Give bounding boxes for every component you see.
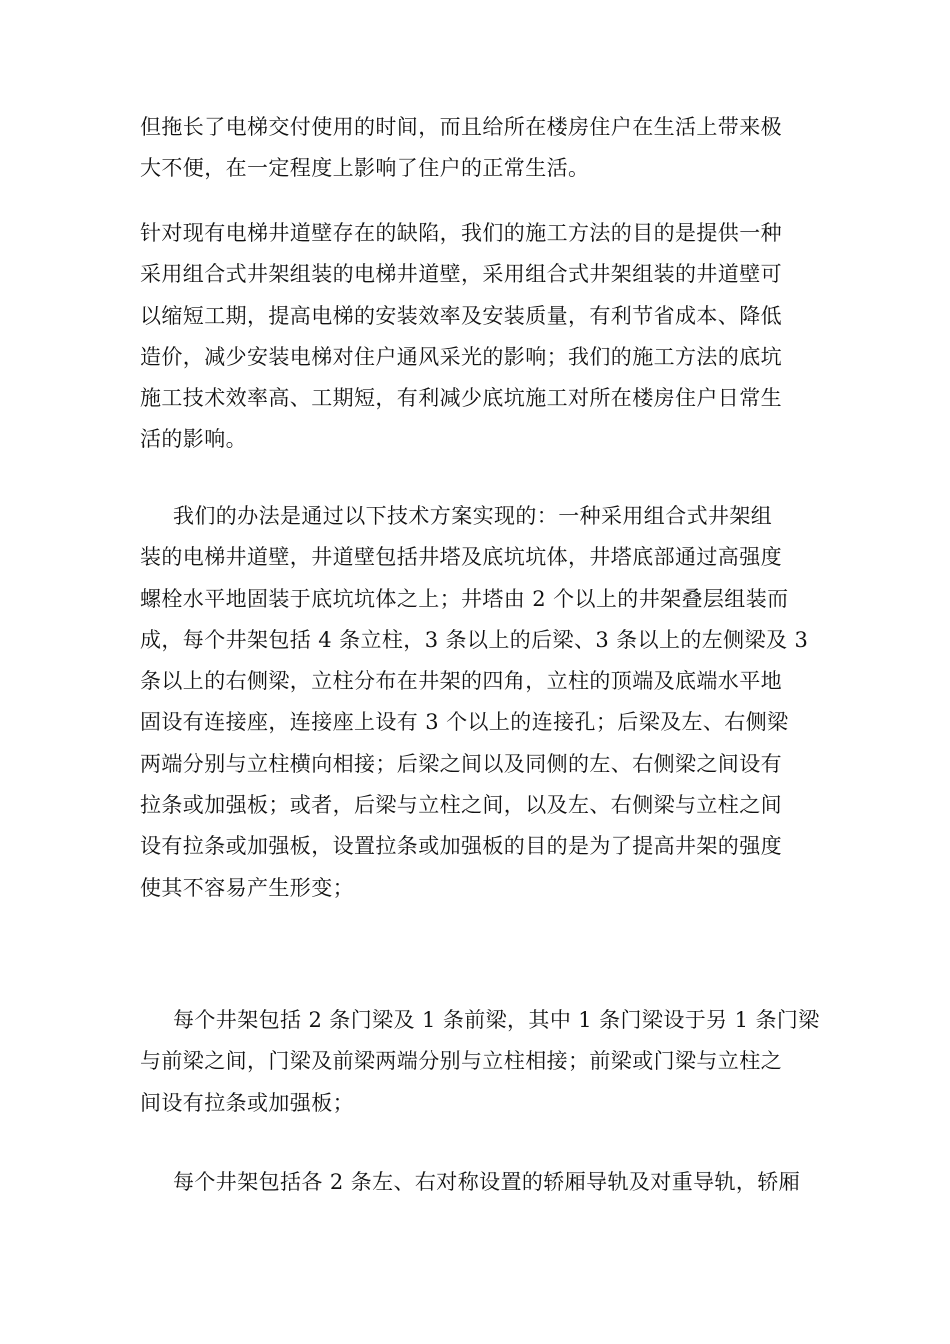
text-line: 但拖长了电梯交付使用的时间，而且给所在楼房住户在生活上带来极: [140, 115, 782, 139]
text-line: 每个井架包括各 2 条左、右对称设置的轿厢导轨及对重导轨，轿厢: [173, 1170, 801, 1194]
text-line: 造价，减少安装电梯对住户通风采光的影响；我们的施工方法的底坑: [140, 344, 782, 369]
text-line: 固设有连接座，连接座上设有 3 个以上的连接孔；后梁及左、右侧梁: [140, 710, 789, 735]
paragraph-purpose: [140, 213, 820, 461]
text-line: 针对现有电梯井道壁存在的缺陷，我们的施工方法的目的是提供一种: [140, 221, 782, 245]
paragraph-continuation: [140, 107, 820, 190]
text-line: 采用组合式井架组装的电梯井道壁，采用组合式井架组装的井道壁可: [140, 262, 782, 287]
text-line: 我们的办法是通过以下技术方案实现的：一种采用组合式井架组: [173, 504, 773, 528]
text-line: 设有拉条或加强板，设置拉条或加强板的目的是为了提高井架的强度: [140, 834, 782, 859]
text-line: 使其不容易产生形变；: [140, 875, 354, 900]
paragraph-guide-rails: [140, 1162, 820, 1203]
text-line: 装的电梯井道壁，井道壁包括井塔及底坑坑体，井塔底部通过高强度: [140, 545, 782, 570]
text-line: 以缩短工期，提高电梯的安装效率及安装质量，有利节省成本、降低: [140, 303, 782, 328]
text-line: 螺栓水平地固装于底坑坑体之上；井塔由 2 个以上的井架叠层组装而: [140, 586, 789, 611]
paragraph-technical-solution: [140, 496, 820, 909]
text-line: 两端分别与立柱横向相接；后梁之间以及同侧的左、右侧梁之间设有: [140, 751, 782, 776]
text-line: 活的影响。: [140, 427, 247, 452]
text-line: 拉条或加强板；或者，后梁与立柱之间，以及左、右侧梁与立柱之间: [140, 793, 782, 818]
paragraph-door-beams: [140, 1000, 820, 1124]
text-line: 条以上的右侧梁，立柱分布在井架的四角，立柱的顶端及底端水平地: [140, 669, 782, 694]
text-line: 成，每个井架包括 4 条立柱，3 条以上的后梁、3 条以上的左侧梁及 3: [140, 627, 809, 652]
text-line: 大不便，在一定程度上影响了住户的正常生活。: [140, 156, 590, 181]
text-line: 每个井架包括 2 条门梁及 1 条前梁，其中 1 条门梁设于另 1 条门梁: [173, 1008, 820, 1032]
text-line: 间设有拉条或加强板；: [140, 1090, 354, 1115]
text-line: 施工技术效率高、工期短，有利减少底坑施工对所在楼房住户日常生: [140, 386, 782, 411]
text-line: 与前梁之间，门梁及前梁两端分别与立柱相接；前梁或门梁与立柱之: [140, 1049, 782, 1074]
